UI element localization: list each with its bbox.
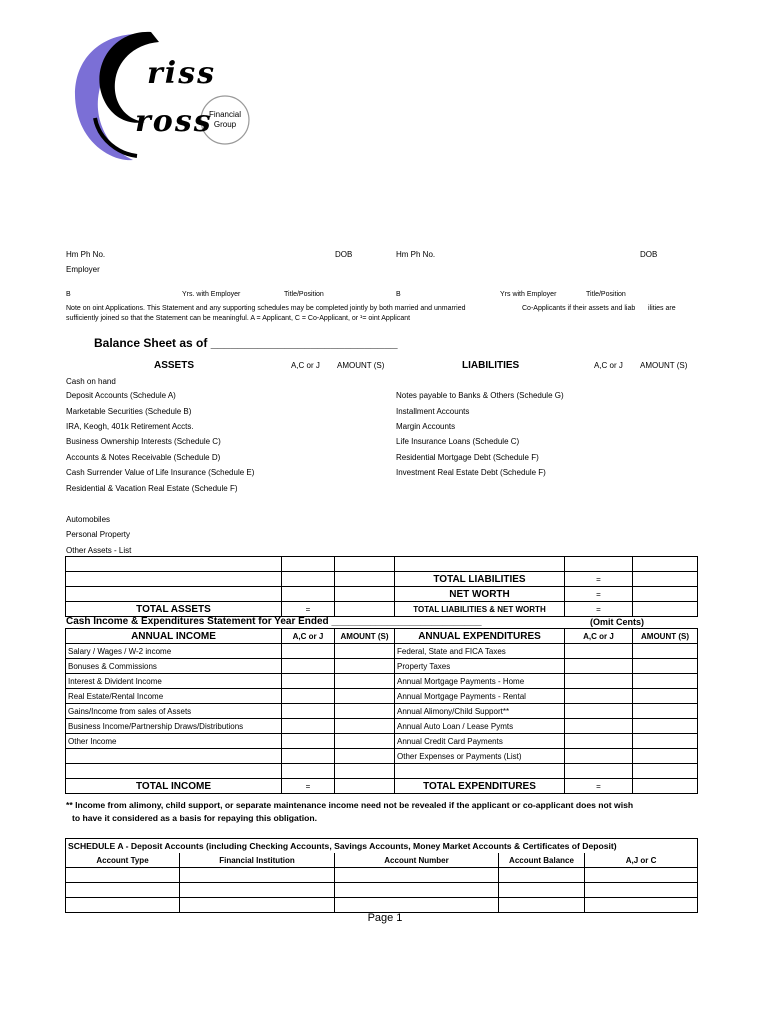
table-row	[66, 853, 698, 868]
total-income-amount[interactable]	[335, 779, 395, 794]
input-cell[interactable]	[335, 704, 395, 719]
title-position-label-2: Title/Position	[586, 291, 626, 298]
income-acj-header: A,C or J	[282, 629, 335, 644]
input-cell[interactable]	[335, 659, 395, 674]
total-liab-nw-eq: =	[565, 602, 633, 617]
expense-label: Other Expenses or Payments (List)	[395, 749, 565, 764]
income-label: Real Estate/Rental Income	[66, 689, 282, 704]
asset-item: Other Assets - List	[66, 546, 132, 555]
asset-item: Cash on hand	[66, 377, 116, 386]
table-row	[66, 764, 698, 779]
expense-label: Annual Auto Loan / Lease Pymts	[395, 719, 565, 734]
table-cell	[282, 572, 335, 587]
income-label: Interest & Divident Income	[66, 674, 282, 689]
total-exp-amount[interactable]	[633, 779, 698, 794]
assets-amount-header: AMOUNT (S)	[337, 361, 385, 370]
dob-label-1: DOB	[335, 250, 353, 259]
asset-item: Deposit Accounts (Schedule A)	[66, 391, 176, 400]
input-cell[interactable]	[282, 764, 335, 779]
table-row	[66, 704, 698, 719]
table-cell	[565, 557, 633, 572]
income-label: Bonuses & Commissions	[66, 659, 282, 674]
col-account-balance: Account Balance	[499, 853, 585, 868]
table-row	[66, 557, 698, 572]
asset-item: IRA, Keogh, 401k Retirement Accts.	[66, 422, 194, 431]
liability-item: Residential Mortgage Debt (Schedule F)	[396, 453, 539, 462]
table-cell	[66, 557, 282, 572]
input-cell[interactable]	[565, 674, 633, 689]
col-account-number: Account Number	[335, 853, 499, 868]
input-cell[interactable]	[180, 868, 335, 883]
joint-note-right: Co-Applicants if their assets and liab	[522, 305, 636, 312]
table-row	[66, 587, 698, 602]
liabilities-amount-header: AMOUNT (S)	[640, 361, 688, 370]
input-cell[interactable]	[282, 749, 335, 764]
total-assets-eq: =	[282, 602, 335, 617]
liability-item: Investment Real Estate Debt (Schedule F)	[396, 468, 546, 477]
asset-item: Marketable Securities (Schedule B)	[66, 407, 192, 416]
expense-label: Federal, State and FICA Taxes	[395, 644, 565, 659]
income-label	[66, 749, 282, 764]
asset-item: Residential & Vacation Real Estate (Schedule F)	[66, 484, 238, 493]
total-liab-nw-amount[interactable]	[633, 602, 698, 617]
total-liabilities-eq: =	[565, 572, 633, 587]
input-cell[interactable]	[565, 644, 633, 659]
footnote-line2: to have it considered as a basis for repaying this obligation.	[72, 813, 317, 823]
table-cell	[335, 587, 395, 602]
liability-item: Notes payable to Banks & Others (Schedule G)	[396, 391, 564, 400]
input-cell[interactable]	[633, 644, 698, 659]
table-cell	[335, 557, 395, 572]
input-cell[interactable]	[633, 734, 698, 749]
input-cell[interactable]	[565, 764, 633, 779]
expense-label: Property Taxes	[395, 659, 565, 674]
liabilities-header: LIABILITIES	[462, 360, 520, 371]
input-cell[interactable]	[282, 674, 335, 689]
liability-item: Margin Accounts	[396, 422, 456, 431]
table-row	[66, 883, 698, 898]
input-cell[interactable]	[66, 868, 180, 883]
total-liab-net-worth-label: TOTAL LIABILITIES & NET WORTH	[395, 602, 565, 617]
balance-totals-table	[65, 556, 698, 617]
table-cell	[282, 587, 335, 602]
input-cell[interactable]	[335, 734, 395, 749]
liabilities-acj-header: A,C or J	[594, 361, 623, 370]
input-cell[interactable]	[66, 898, 180, 913]
net-worth-amount[interactable]	[633, 587, 698, 602]
input-cell[interactable]	[633, 749, 698, 764]
table-row	[66, 602, 698, 617]
input-cell[interactable]	[633, 704, 698, 719]
input-cell[interactable]	[335, 868, 499, 883]
joint-note-line2: sufficiently joined so that the Statement can be meaningful. A = Applicant, C = Co-Applicant, or ¹= oint Applicant	[66, 315, 411, 322]
annual-income-header: ANNUAL INCOME	[66, 629, 282, 644]
net-worth-label: NET WORTH	[395, 587, 565, 602]
input-cell[interactable]	[180, 883, 335, 898]
input-cell[interactable]	[565, 689, 633, 704]
b-label-1: B	[66, 291, 71, 298]
table-row	[66, 644, 698, 659]
total-assets-label: TOTAL ASSETS	[66, 602, 282, 617]
input-cell[interactable]	[633, 659, 698, 674]
company-logo	[55, 22, 255, 172]
total-income-eq: =	[282, 779, 335, 794]
assets-header: ASSETS	[154, 360, 195, 371]
input-cell[interactable]	[633, 689, 698, 704]
page-number: Page 1	[367, 912, 403, 924]
logo-word-riss: riss	[147, 56, 216, 91]
table-cell	[335, 572, 395, 587]
income-label: Salary / Wages / W-2 income	[66, 644, 282, 659]
table-row	[66, 734, 698, 749]
asset-item: Accounts & Notes Receivable (Schedule D)	[66, 453, 221, 462]
input-cell[interactable]	[499, 883, 585, 898]
input-cell[interactable]	[633, 719, 698, 734]
input-cell[interactable]	[180, 898, 335, 913]
table-row	[66, 898, 698, 913]
table-cell	[66, 572, 282, 587]
table-row	[66, 749, 698, 764]
liability-item: Installment Accounts	[396, 407, 470, 416]
input-cell[interactable]	[565, 719, 633, 734]
table-cell	[282, 557, 335, 572]
input-cell[interactable]	[565, 704, 633, 719]
input-cell[interactable]	[585, 898, 698, 913]
assets-acj-header: A,C or J	[291, 361, 320, 370]
input-cell[interactable]	[499, 898, 585, 913]
input-cell[interactable]	[335, 674, 395, 689]
cashflow-title: Cash Income & Expenditures Statement for Year Ended ___________________________	[66, 616, 482, 627]
input-cell[interactable]	[565, 659, 633, 674]
table-row	[66, 868, 698, 883]
logo-word-ross: ross	[135, 104, 213, 139]
expense-label: Annual Mortgage Payments - Home	[395, 674, 565, 689]
joint-note-line1: Note on oint Applications. This Statement and any supporting schedules may be completed jointly by both married and unmarried	[66, 305, 466, 312]
input-cell[interactable]	[335, 644, 395, 659]
expense-label: Annual Credit Card Payments	[395, 734, 565, 749]
employer-label: Employer	[66, 265, 100, 274]
expense-label: Annual Mortgage Payments - Rental	[395, 689, 565, 704]
input-cell[interactable]	[282, 689, 335, 704]
exp-acj-header: A,C or J	[565, 629, 633, 644]
input-cell[interactable]	[565, 749, 633, 764]
income-amount-header: AMOUNT (S)	[335, 629, 395, 644]
input-cell[interactable]	[633, 674, 698, 689]
table-cell	[633, 557, 698, 572]
total-assets-amount[interactable]	[335, 602, 395, 617]
years-employer-label-2: Yrs with Employer	[500, 291, 557, 298]
title-position-label-1: Title/Position	[284, 291, 324, 298]
liability-item: Life Insurance Loans (Schedule C)	[396, 437, 520, 446]
b-label-2: B	[396, 291, 401, 298]
balance-sheet-title: Balance Sheet as of ____________________________	[94, 336, 398, 350]
input-cell[interactable]	[335, 883, 499, 898]
total-liabilities-amount[interactable]	[633, 572, 698, 587]
exp-amount-header: AMOUNT (S)	[633, 629, 698, 644]
income-label: Gains/Income from sales of Assets	[66, 704, 282, 719]
input-cell[interactable]	[335, 764, 395, 779]
input-cell[interactable]	[282, 719, 335, 734]
total-exp-eq: =	[565, 779, 633, 794]
joint-note-right2: ilities are	[648, 305, 676, 312]
table-row	[66, 572, 698, 587]
logo-graphic	[55, 22, 255, 172]
input-cell[interactable]	[633, 764, 698, 779]
input-cell[interactable]	[282, 704, 335, 719]
income-label: Other Income	[66, 734, 282, 749]
net-worth-eq: =	[565, 587, 633, 602]
total-liabilities-label: TOTAL LIABILITIES	[395, 572, 565, 587]
cashflow-table	[65, 628, 698, 794]
home-phone-label-1: Hm Ph No.	[66, 250, 106, 259]
asset-item: Business Ownership Interests (Schedule C)	[66, 437, 221, 446]
input-cell[interactable]	[585, 883, 698, 898]
annual-expenditures-header: ANNUAL EXPENDITURES	[395, 629, 565, 644]
input-cell[interactable]	[585, 868, 698, 883]
asset-item: Personal Property	[66, 530, 131, 539]
logo-badge-line2: Group	[213, 120, 237, 129]
input-cell[interactable]	[335, 719, 395, 734]
col-financial-institution: Financial Institution	[180, 853, 335, 868]
table-row	[66, 659, 698, 674]
dob-label-2: DOB	[640, 250, 658, 259]
omit-cents-note: (Omit Cents)	[590, 617, 644, 627]
schedule-a-table	[65, 838, 698, 913]
footnote-line1: ** Income from alimony, child support, or separate maintenance income need not be revealed if the applicant or co-applicant does not wish	[66, 800, 634, 810]
input-cell[interactable]	[499, 868, 585, 883]
years-employer-label-1: Yrs. with Employer	[182, 291, 241, 298]
input-cell[interactable]	[335, 749, 395, 764]
input-cell[interactable]	[282, 644, 335, 659]
table-row	[66, 839, 698, 854]
col-account-type: Account Type	[66, 853, 180, 868]
home-phone-label-2: Hm Ph No.	[396, 250, 436, 259]
asset-item: Automobiles	[66, 515, 111, 524]
total-income-label: TOTAL INCOME	[66, 779, 282, 794]
schedule-a-title: SCHEDULE A - Deposit Accounts (including Checking Accounts, Savings Accounts, Money Market Accounts & Certificates of Deposit)	[66, 839, 698, 854]
total-expenditures-label: TOTAL EXPENDITURES	[395, 779, 565, 794]
table-row	[66, 779, 698, 794]
table-row	[66, 674, 698, 689]
table-row	[66, 629, 698, 644]
input-cell[interactable]	[565, 734, 633, 749]
logo-badge-line1: Financial	[208, 110, 241, 119]
input-cell[interactable]	[335, 689, 395, 704]
input-cell[interactable]	[66, 883, 180, 898]
table-cell	[66, 587, 282, 602]
income-label: Business Income/Partnership Draws/Distributions	[66, 719, 282, 734]
expense-label: Annual Alimony/Child Support**	[395, 704, 565, 719]
col-ajc: A,J or C	[585, 853, 698, 868]
input-cell[interactable]	[282, 659, 335, 674]
table-cell	[395, 764, 565, 779]
asset-item: Cash Surrender Value of Life Insurance (Schedule E)	[66, 468, 255, 477]
table-cell	[66, 764, 282, 779]
input-cell[interactable]	[282, 734, 335, 749]
table-row	[66, 719, 698, 734]
table-cell	[395, 557, 565, 572]
table-row	[66, 689, 698, 704]
input-cell[interactable]	[335, 898, 499, 913]
